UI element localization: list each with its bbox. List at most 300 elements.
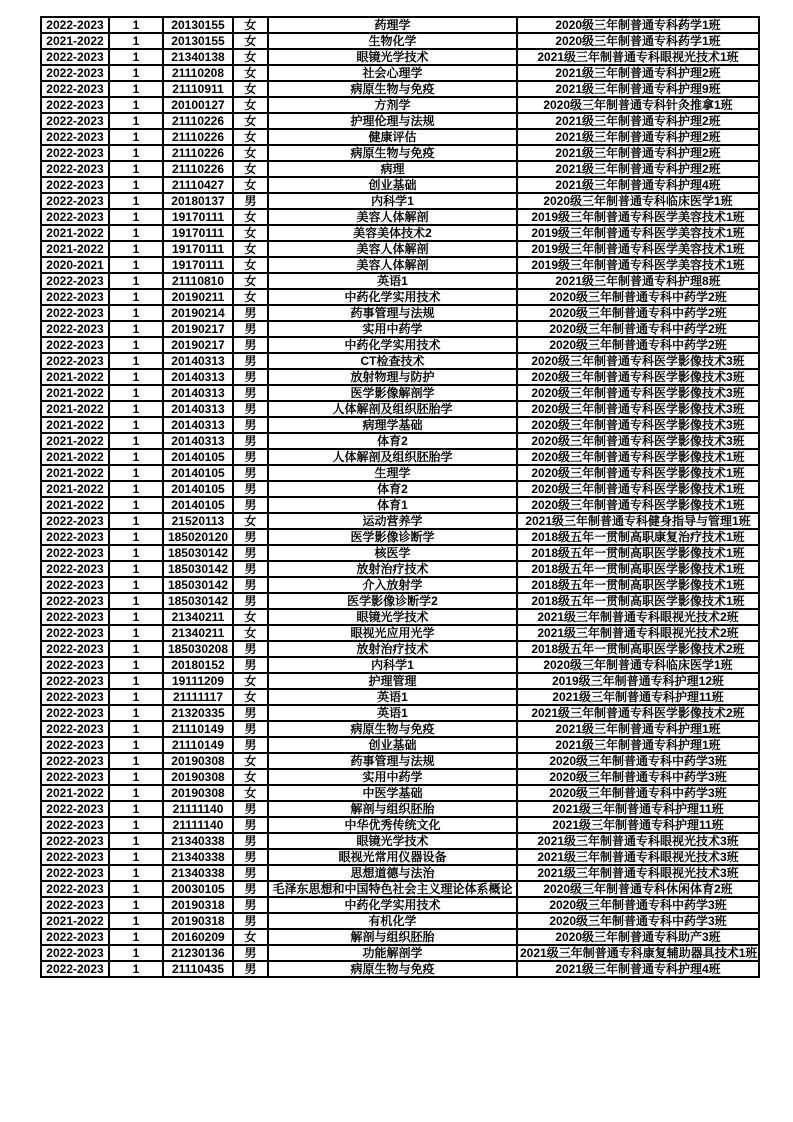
course-records-table bbox=[40, 16, 760, 978]
cell-gender: 男 bbox=[233, 497, 268, 513]
cell-gender: 女 bbox=[233, 513, 268, 529]
cell-gender: 男 bbox=[233, 641, 268, 657]
cell-academic-year: 2022-2023 bbox=[41, 593, 109, 609]
cell-term: 1 bbox=[109, 593, 163, 609]
table-row bbox=[41, 481, 759, 497]
cell-gender: 男 bbox=[233, 529, 268, 545]
cell-student-id: 20190211 bbox=[163, 289, 233, 305]
cell-student-id: 20130155 bbox=[163, 33, 233, 49]
cell-term: 1 bbox=[109, 721, 163, 737]
cell-academic-year: 2022-2023 bbox=[41, 929, 109, 945]
cell-gender: 男 bbox=[233, 465, 268, 481]
cell-gender: 女 bbox=[233, 209, 268, 225]
cell-class-name: 2020级三年制普通专科医学影像技术3班 bbox=[517, 401, 759, 417]
cell-gender: 男 bbox=[233, 337, 268, 353]
cell-student-id: 21230136 bbox=[163, 945, 233, 961]
cell-term: 1 bbox=[109, 801, 163, 817]
cell-gender: 男 bbox=[233, 865, 268, 881]
cell-academic-year: 2022-2023 bbox=[41, 65, 109, 81]
cell-term: 1 bbox=[109, 577, 163, 593]
cell-course-name: 生物化学 bbox=[268, 33, 517, 49]
cell-gender: 男 bbox=[233, 737, 268, 753]
table-row bbox=[41, 545, 759, 561]
cell-term: 1 bbox=[109, 833, 163, 849]
cell-term: 1 bbox=[109, 193, 163, 209]
cell-course-name: 体育2 bbox=[268, 433, 517, 449]
cell-student-id: 20190308 bbox=[163, 785, 233, 801]
cell-class-name: 2021级三年制普通专科护理2班 bbox=[517, 113, 759, 129]
table-row bbox=[41, 129, 759, 145]
cell-gender: 男 bbox=[233, 321, 268, 337]
cell-term: 1 bbox=[109, 513, 163, 529]
cell-academic-year: 2021-2022 bbox=[41, 449, 109, 465]
cell-class-name: 2021级三年制普通专科护理2班 bbox=[517, 145, 759, 161]
cell-academic-year: 2022-2023 bbox=[41, 49, 109, 65]
table-row bbox=[41, 785, 759, 801]
cell-gender: 男 bbox=[233, 305, 268, 321]
cell-class-name: 2019级三年制普通专科医学美容技术1班 bbox=[517, 241, 759, 257]
cell-academic-year: 2022-2023 bbox=[41, 705, 109, 721]
cell-course-name: 医学影像解剖学 bbox=[268, 385, 517, 401]
cell-student-id: 20180152 bbox=[163, 657, 233, 673]
cell-course-name: 思想道德与法治 bbox=[268, 865, 517, 881]
cell-gender: 女 bbox=[233, 625, 268, 641]
cell-student-id: 21110226 bbox=[163, 129, 233, 145]
cell-course-name: 人体解剖及组织胚胎学 bbox=[268, 401, 517, 417]
cell-student-id: 20140313 bbox=[163, 417, 233, 433]
cell-class-name: 2019级三年制普通专科医学美容技术1班 bbox=[517, 257, 759, 273]
cell-class-name: 2021级三年制普通专科护理11班 bbox=[517, 801, 759, 817]
cell-class-name: 2020级三年制普通专科中药学3班 bbox=[517, 913, 759, 929]
cell-gender: 女 bbox=[233, 225, 268, 241]
cell-term: 1 bbox=[109, 17, 163, 33]
cell-gender: 女 bbox=[233, 113, 268, 129]
cell-course-name: 实用中药学 bbox=[268, 769, 517, 785]
cell-academic-year: 2022-2023 bbox=[41, 145, 109, 161]
cell-term: 1 bbox=[109, 401, 163, 417]
table-row bbox=[41, 689, 759, 705]
cell-gender: 男 bbox=[233, 433, 268, 449]
table-row bbox=[41, 465, 759, 481]
cell-gender: 男 bbox=[233, 481, 268, 497]
cell-class-name: 2020级三年制普通专科药学1班 bbox=[517, 17, 759, 33]
cell-class-name: 2018级五年一贯制高职医学影像技术1班 bbox=[517, 593, 759, 609]
cell-term: 1 bbox=[109, 321, 163, 337]
cell-term: 1 bbox=[109, 417, 163, 433]
cell-academic-year: 2021-2022 bbox=[41, 225, 109, 241]
table-row bbox=[41, 833, 759, 849]
cell-course-name: 社会心理学 bbox=[268, 65, 517, 81]
table-row bbox=[41, 769, 759, 785]
cell-academic-year: 2021-2022 bbox=[41, 481, 109, 497]
cell-student-id: 20140313 bbox=[163, 369, 233, 385]
cell-term: 1 bbox=[109, 785, 163, 801]
cell-academic-year: 2022-2023 bbox=[41, 529, 109, 545]
cell-term: 1 bbox=[109, 737, 163, 753]
cell-course-name: 放射治疗技术 bbox=[268, 561, 517, 577]
cell-term: 1 bbox=[109, 369, 163, 385]
cell-student-id: 20130155 bbox=[163, 17, 233, 33]
cell-term: 1 bbox=[109, 177, 163, 193]
cell-student-id: 20190308 bbox=[163, 753, 233, 769]
cell-term: 1 bbox=[109, 209, 163, 225]
cell-course-name: 中医学基础 bbox=[268, 785, 517, 801]
cell-student-id: 21110149 bbox=[163, 721, 233, 737]
table-row bbox=[41, 961, 759, 977]
cell-class-name: 2021级三年制普通专科护理9班 bbox=[517, 81, 759, 97]
table-row bbox=[41, 353, 759, 369]
cell-class-name: 2020级三年制普通专科中药学2班 bbox=[517, 337, 759, 353]
cell-term: 1 bbox=[109, 945, 163, 961]
cell-academic-year: 2022-2023 bbox=[41, 881, 109, 897]
cell-gender: 女 bbox=[233, 289, 268, 305]
cell-student-id: 19111209 bbox=[163, 673, 233, 689]
cell-academic-year: 2022-2023 bbox=[41, 81, 109, 97]
cell-course-name: 中华优秀传统文化 bbox=[268, 817, 517, 833]
cell-class-name: 2020级三年制普通专科临床医学1班 bbox=[517, 657, 759, 673]
cell-class-name: 2021级三年制普通专科护理4班 bbox=[517, 177, 759, 193]
cell-student-id: 20100127 bbox=[163, 97, 233, 113]
cell-course-name: 核医学 bbox=[268, 545, 517, 561]
table-row bbox=[41, 529, 759, 545]
cell-class-name: 2020级三年制普通专科医学影像技术1班 bbox=[517, 481, 759, 497]
cell-student-id: 21320335 bbox=[163, 705, 233, 721]
cell-class-name: 2021级三年制普通专科医学影像技术2班 bbox=[517, 705, 759, 721]
cell-academic-year: 2021-2022 bbox=[41, 417, 109, 433]
cell-class-name: 2021级三年制普通专科护理8班 bbox=[517, 273, 759, 289]
cell-course-name: 健康评估 bbox=[268, 129, 517, 145]
cell-gender: 男 bbox=[233, 849, 268, 865]
cell-gender: 女 bbox=[233, 17, 268, 33]
cell-term: 1 bbox=[109, 849, 163, 865]
cell-student-id: 21110435 bbox=[163, 961, 233, 977]
cell-term: 1 bbox=[109, 33, 163, 49]
table-row bbox=[41, 897, 759, 913]
cell-academic-year: 2022-2023 bbox=[41, 961, 109, 977]
cell-student-id: 20160209 bbox=[163, 929, 233, 945]
cell-gender: 男 bbox=[233, 881, 268, 897]
cell-academic-year: 2022-2023 bbox=[41, 721, 109, 737]
cell-academic-year: 2022-2023 bbox=[41, 833, 109, 849]
cell-course-name: 英语1 bbox=[268, 273, 517, 289]
cell-term: 1 bbox=[109, 225, 163, 241]
cell-course-name: 毛泽东思想和中国特色社会主义理论体系概论 bbox=[268, 881, 517, 897]
cell-academic-year: 2022-2023 bbox=[41, 945, 109, 961]
cell-academic-year: 2022-2023 bbox=[41, 577, 109, 593]
cell-student-id: 21340211 bbox=[163, 609, 233, 625]
table-row bbox=[41, 929, 759, 945]
cell-gender: 女 bbox=[233, 81, 268, 97]
cell-class-name: 2018级五年一贯制高职医学影像技术2班 bbox=[517, 641, 759, 657]
cell-course-name: 美容人体解剖 bbox=[268, 241, 517, 257]
cell-gender: 女 bbox=[233, 129, 268, 145]
cell-academic-year: 2022-2023 bbox=[41, 177, 109, 193]
cell-student-id: 21111140 bbox=[163, 817, 233, 833]
cell-term: 1 bbox=[109, 641, 163, 657]
cell-gender: 男 bbox=[233, 657, 268, 673]
cell-academic-year: 2022-2023 bbox=[41, 625, 109, 641]
cell-term: 1 bbox=[109, 625, 163, 641]
cell-class-name: 2021级三年制普通专科健身指导与管理1班 bbox=[517, 513, 759, 529]
cell-academic-year: 2021-2022 bbox=[41, 369, 109, 385]
cell-class-name: 2021级三年制普通专科护理1班 bbox=[517, 737, 759, 753]
cell-term: 1 bbox=[109, 673, 163, 689]
cell-term: 1 bbox=[109, 305, 163, 321]
cell-student-id: 21110208 bbox=[163, 65, 233, 81]
cell-academic-year: 2021-2022 bbox=[41, 497, 109, 513]
cell-class-name: 2020级三年制普通专科中药学2班 bbox=[517, 305, 759, 321]
table-row bbox=[41, 657, 759, 673]
cell-term: 1 bbox=[109, 289, 163, 305]
cell-course-name: 人体解剖及组织胚胎学 bbox=[268, 449, 517, 465]
cell-gender: 女 bbox=[233, 609, 268, 625]
cell-academic-year: 2021-2022 bbox=[41, 913, 109, 929]
cell-class-name: 2020级三年制普通专科针灸推拿1班 bbox=[517, 97, 759, 113]
cell-term: 1 bbox=[109, 49, 163, 65]
cell-gender: 男 bbox=[233, 577, 268, 593]
cell-student-id: 20140105 bbox=[163, 465, 233, 481]
cell-class-name: 2020级三年制普通专科中药学3班 bbox=[517, 753, 759, 769]
cell-academic-year: 2022-2023 bbox=[41, 113, 109, 129]
cell-course-name: 眼镜光学技术 bbox=[268, 609, 517, 625]
table-row bbox=[41, 145, 759, 161]
cell-academic-year: 2022-2023 bbox=[41, 753, 109, 769]
cell-student-id: 20190318 bbox=[163, 897, 233, 913]
cell-student-id: 21340211 bbox=[163, 625, 233, 641]
cell-gender: 男 bbox=[233, 897, 268, 913]
cell-course-name: 体育1 bbox=[268, 497, 517, 513]
cell-course-name: 放射物理与防护 bbox=[268, 369, 517, 385]
cell-course-name: 英语1 bbox=[268, 705, 517, 721]
cell-class-name: 2020级三年制普通专科中药学2班 bbox=[517, 289, 759, 305]
cell-course-name: 眼视光应用光学 bbox=[268, 625, 517, 641]
cell-gender: 男 bbox=[233, 353, 268, 369]
cell-gender: 女 bbox=[233, 769, 268, 785]
cell-course-name: 英语1 bbox=[268, 689, 517, 705]
cell-gender: 男 bbox=[233, 913, 268, 929]
table-row bbox=[41, 65, 759, 81]
cell-course-name: 护理管理 bbox=[268, 673, 517, 689]
cell-student-id: 21340338 bbox=[163, 865, 233, 881]
course-records-table-body bbox=[41, 17, 759, 977]
cell-course-name: 药事管理与法规 bbox=[268, 753, 517, 769]
table-row bbox=[41, 625, 759, 641]
cell-academic-year: 2022-2023 bbox=[41, 289, 109, 305]
table-row bbox=[41, 273, 759, 289]
table-row bbox=[41, 433, 759, 449]
cell-gender: 男 bbox=[233, 817, 268, 833]
cell-course-name: 解剖与组织胚胎 bbox=[268, 929, 517, 945]
cell-term: 1 bbox=[109, 961, 163, 977]
cell-gender: 女 bbox=[233, 673, 268, 689]
cell-student-id: 20180137 bbox=[163, 193, 233, 209]
cell-academic-year: 2021-2022 bbox=[41, 401, 109, 417]
cell-academic-year: 2021-2022 bbox=[41, 465, 109, 481]
cell-class-name: 2020级三年制普通专科医学影像技术3班 bbox=[517, 385, 759, 401]
cell-course-name: 内科学1 bbox=[268, 193, 517, 209]
table-row bbox=[41, 225, 759, 241]
cell-term: 1 bbox=[109, 529, 163, 545]
cell-student-id: 20140313 bbox=[163, 433, 233, 449]
cell-course-name: 实用中药学 bbox=[268, 321, 517, 337]
cell-student-id: 20140105 bbox=[163, 481, 233, 497]
table-row bbox=[41, 81, 759, 97]
cell-class-name: 2021级三年制普通专科眼视光技术3班 bbox=[517, 849, 759, 865]
cell-student-id: 185030208 bbox=[163, 641, 233, 657]
cell-term: 1 bbox=[109, 257, 163, 273]
cell-term: 1 bbox=[109, 161, 163, 177]
table-row bbox=[41, 801, 759, 817]
table-row bbox=[41, 865, 759, 881]
cell-gender: 女 bbox=[233, 241, 268, 257]
cell-term: 1 bbox=[109, 481, 163, 497]
table-row bbox=[41, 97, 759, 113]
cell-student-id: 21110226 bbox=[163, 113, 233, 129]
cell-term: 1 bbox=[109, 817, 163, 833]
cell-class-name: 2020级三年制普通专科药学1班 bbox=[517, 33, 759, 49]
table-row bbox=[41, 705, 759, 721]
cell-term: 1 bbox=[109, 753, 163, 769]
cell-student-id: 20190217 bbox=[163, 337, 233, 353]
cell-course-name: 中药化学实用技术 bbox=[268, 337, 517, 353]
cell-course-name: 病原生物与免疫 bbox=[268, 721, 517, 737]
cell-term: 1 bbox=[109, 97, 163, 113]
cell-course-name: 中药化学实用技术 bbox=[268, 289, 517, 305]
cell-class-name: 2020级三年制普通专科医学影像技术3班 bbox=[517, 369, 759, 385]
cell-class-name: 2020级三年制普通专科医学影像技术1班 bbox=[517, 497, 759, 513]
table-row bbox=[41, 913, 759, 929]
cell-academic-year: 2021-2022 bbox=[41, 385, 109, 401]
table-row bbox=[41, 417, 759, 433]
cell-term: 1 bbox=[109, 273, 163, 289]
cell-course-name: 眼镜光学技术 bbox=[268, 833, 517, 849]
cell-academic-year: 2022-2023 bbox=[41, 305, 109, 321]
cell-class-name: 2019级三年制普通专科护理12班 bbox=[517, 673, 759, 689]
cell-class-name: 2020级三年制普通专科医学影像技术1班 bbox=[517, 465, 759, 481]
cell-term: 1 bbox=[109, 65, 163, 81]
cell-academic-year: 2022-2023 bbox=[41, 17, 109, 33]
cell-course-name: CT检查技术 bbox=[268, 353, 517, 369]
cell-student-id: 21110149 bbox=[163, 737, 233, 753]
table-row bbox=[41, 561, 759, 577]
cell-term: 1 bbox=[109, 465, 163, 481]
cell-gender: 男 bbox=[233, 961, 268, 977]
cell-class-name: 2021级三年制普通专科眼视光技术2班 bbox=[517, 625, 759, 641]
cell-academic-year: 2022-2023 bbox=[41, 689, 109, 705]
cell-term: 1 bbox=[109, 657, 163, 673]
cell-course-name: 美容美体技术2 bbox=[268, 225, 517, 241]
cell-academic-year: 2022-2023 bbox=[41, 337, 109, 353]
cell-student-id: 20140313 bbox=[163, 385, 233, 401]
cell-gender: 男 bbox=[233, 721, 268, 737]
cell-gender: 女 bbox=[233, 145, 268, 161]
cell-academic-year: 2022-2023 bbox=[41, 321, 109, 337]
cell-term: 1 bbox=[109, 705, 163, 721]
cell-class-name: 2020级三年制普通专科医学影像技术3班 bbox=[517, 433, 759, 449]
table-row bbox=[41, 497, 759, 513]
table-row bbox=[41, 49, 759, 65]
cell-gender: 女 bbox=[233, 785, 268, 801]
table-row bbox=[41, 257, 759, 273]
table-row bbox=[41, 321, 759, 337]
cell-course-name: 体育2 bbox=[268, 481, 517, 497]
table-row bbox=[41, 721, 759, 737]
cell-student-id: 185020120 bbox=[163, 529, 233, 545]
cell-academic-year: 2022-2023 bbox=[41, 817, 109, 833]
cell-course-name: 创业基础 bbox=[268, 177, 517, 193]
cell-course-name: 创业基础 bbox=[268, 737, 517, 753]
cell-academic-year: 2020-2021 bbox=[41, 257, 109, 273]
cell-term: 1 bbox=[109, 897, 163, 913]
cell-class-name: 2018级五年一贯制高职康复治疗技术1班 bbox=[517, 529, 759, 545]
cell-student-id: 21110810 bbox=[163, 273, 233, 289]
cell-course-name: 方剂学 bbox=[268, 97, 517, 113]
cell-gender: 男 bbox=[233, 833, 268, 849]
cell-gender: 男 bbox=[233, 369, 268, 385]
cell-gender: 男 bbox=[233, 593, 268, 609]
cell-course-name: 病原生物与免疫 bbox=[268, 81, 517, 97]
cell-class-name: 2019级三年制普通专科医学美容技术1班 bbox=[517, 209, 759, 225]
cell-term: 1 bbox=[109, 113, 163, 129]
table-row bbox=[41, 17, 759, 33]
cell-course-name: 护理伦理与法规 bbox=[268, 113, 517, 129]
cell-student-id: 21520113 bbox=[163, 513, 233, 529]
table-row bbox=[41, 337, 759, 353]
cell-term: 1 bbox=[109, 561, 163, 577]
cell-class-name: 2021级三年制普通专科眼视光技术2班 bbox=[517, 609, 759, 625]
cell-academic-year: 2022-2023 bbox=[41, 737, 109, 753]
cell-student-id: 21110427 bbox=[163, 177, 233, 193]
cell-course-name: 中药化学实用技术 bbox=[268, 897, 517, 913]
cell-academic-year: 2021-2022 bbox=[41, 241, 109, 257]
cell-student-id: 21340338 bbox=[163, 849, 233, 865]
cell-student-id: 21340138 bbox=[163, 49, 233, 65]
cell-academic-year: 2022-2023 bbox=[41, 561, 109, 577]
cell-academic-year: 2022-2023 bbox=[41, 513, 109, 529]
cell-course-name: 有机化学 bbox=[268, 913, 517, 929]
cell-course-name: 病原生物与免疫 bbox=[268, 961, 517, 977]
cell-academic-year: 2022-2023 bbox=[41, 97, 109, 113]
cell-gender: 男 bbox=[233, 401, 268, 417]
cell-academic-year: 2022-2023 bbox=[41, 353, 109, 369]
cell-gender: 女 bbox=[233, 161, 268, 177]
cell-term: 1 bbox=[109, 337, 163, 353]
table-row bbox=[41, 641, 759, 657]
cell-student-id: 20030105 bbox=[163, 881, 233, 897]
cell-student-id: 19170111 bbox=[163, 257, 233, 273]
table-row bbox=[41, 193, 759, 209]
table-row bbox=[41, 177, 759, 193]
cell-class-name: 2020级三年制普通专科中药学3班 bbox=[517, 785, 759, 801]
cell-gender: 女 bbox=[233, 273, 268, 289]
cell-student-id: 19170111 bbox=[163, 225, 233, 241]
cell-term: 1 bbox=[109, 241, 163, 257]
cell-academic-year: 2021-2022 bbox=[41, 785, 109, 801]
cell-academic-year: 2022-2023 bbox=[41, 209, 109, 225]
cell-term: 1 bbox=[109, 913, 163, 929]
table-row bbox=[41, 33, 759, 49]
table-row bbox=[41, 817, 759, 833]
cell-course-name: 解剖与组织胚胎 bbox=[268, 801, 517, 817]
cell-class-name: 2018级五年一贯制高职医学影像技术1班 bbox=[517, 561, 759, 577]
cell-class-name: 2021级三年制普通专科护理2班 bbox=[517, 161, 759, 177]
cell-course-name: 药理学 bbox=[268, 17, 517, 33]
cell-academic-year: 2022-2023 bbox=[41, 897, 109, 913]
cell-student-id: 21110226 bbox=[163, 145, 233, 161]
cell-course-name: 眼镜光学技术 bbox=[268, 49, 517, 65]
cell-student-id: 185030142 bbox=[163, 561, 233, 577]
cell-academic-year: 2022-2023 bbox=[41, 673, 109, 689]
